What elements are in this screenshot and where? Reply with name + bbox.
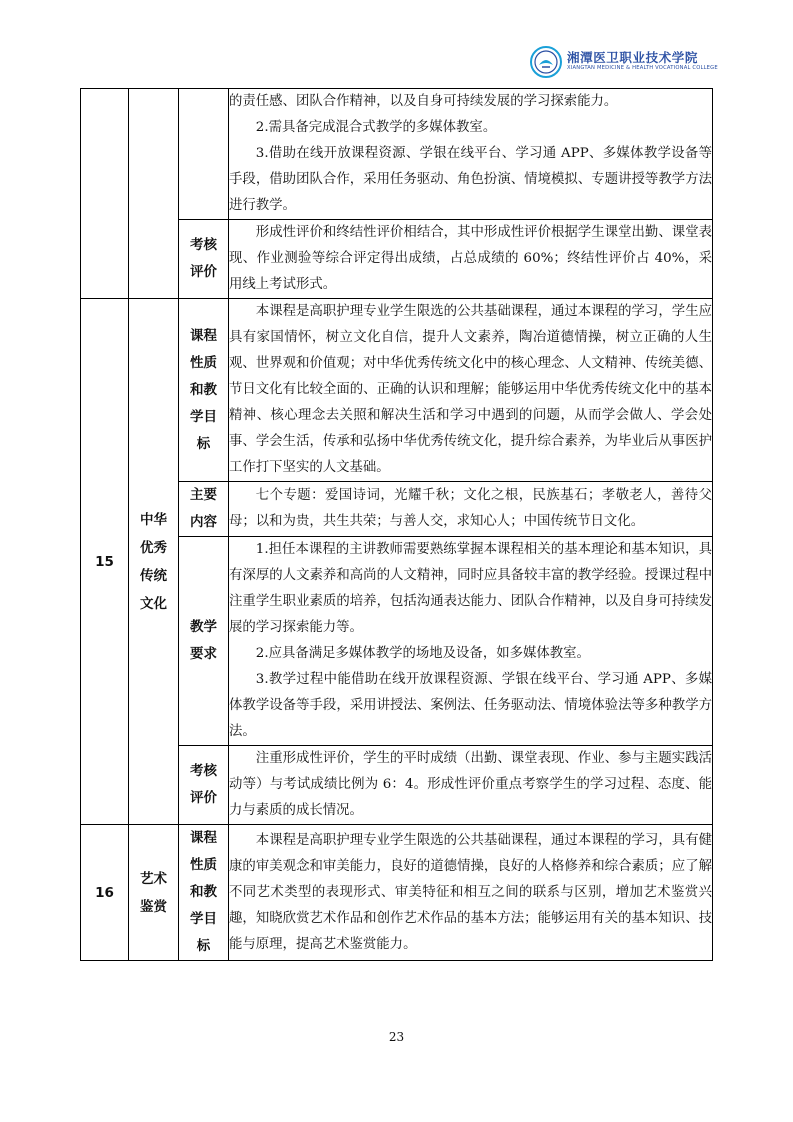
label-cell-empty bbox=[179, 89, 229, 220]
requirements-text: 1.担任本课程的主讲教师需要熟练掌握本课程相关的基本理论和基本知识，具有深厚的人文素养和高尚的人文精神，同时应具备较丰富的教学经验。授课过程中注重学生职业素质的培养，包括沟通表达能力、团队合作精神，以及自身可持续发展的学习探索能力等。 2.应具备满足多媒体教学的场地及设备，如多媒体教室。 3.教学过程中能借助在线开放课程资源、学银在线平台、学习通 APP、多媒体教学设备等手段，采用讲授法、案例法、任务驱动法、情境体验法等多种教学方法。 bbox=[229, 537, 713, 746]
curriculum-table bbox=[80, 88, 713, 961]
college-logo bbox=[530, 46, 720, 78]
page-number: 23 bbox=[388, 1030, 405, 1044]
assessment-label: 考核评价 bbox=[179, 220, 229, 299]
logo-subtext: XIANGTAN MEDICINE & HEALTH VOCATIONAL COLLEGE bbox=[567, 65, 718, 71]
assessment-text: 注重形成性评价，学生的平时成绩（出勤、课堂表现、作业、参与主题实践活动等）与考试成绩比例为 6：4。形成性评价重点考察学生的学习过程、态度、能力与素质的成长情况。 bbox=[229, 746, 713, 825]
objectives-text: 本课程是高职护理专业学生限选的公共基础课程，通过本课程的学习，具有健康的审美观念和审美能力，良好的道德情操，良好的人格修养和综合素质；应了解不同艺术类型的表现形式、审美特征和相互之间的联系与区别，增加艺术鉴赏兴趣，知晓欣赏艺术作品和创作艺术作品的基本方法；能够运用有关的基本知识、技能与原理，提高艺术鉴赏能力。 bbox=[229, 825, 713, 961]
table-row bbox=[81, 299, 713, 482]
table-row bbox=[81, 825, 713, 961]
assessment-text: 形成性评价和终结性评价相结合，其中形成性评价根据学生课堂出勤、课堂表现、作业测验等综合评定得出成绩，占总成绩的 60%；终结性评价占 40%，采用线上考试形式。 bbox=[229, 220, 713, 299]
objectives-label: 课程性质和教学目标 bbox=[179, 299, 229, 482]
objectives-label: 课程性质和教学目标 bbox=[179, 825, 229, 961]
content-label: 主要内容 bbox=[179, 482, 229, 537]
requirements-label: 教学要求 bbox=[179, 537, 229, 746]
course-name: 中华优秀传统文化 bbox=[129, 299, 179, 825]
table-row bbox=[81, 89, 713, 220]
teaching-requirements-continued: 的责任感、团队合作精神，以及自身可持续发展的学习探索能力。 2.需具备完成混合式教学的多媒体教室。 3.借助在线开放课程资源、学银在线平台、学习通 APP、多媒体教学设备等手段，借助团队合作，采用任务驱动、角色扮演、情境模拟、专题讲授等教学方法进行教学。 bbox=[229, 89, 713, 220]
logo-text: 湘潭医卫职业技术学院 bbox=[567, 50, 699, 65]
content-text: 七个专题：爱国诗词，光耀千秋；文化之根，民族基石；孝敬老人，善待父母；以和为贵，共生共荣；与善人交，求知心人；中国传统节日文化。 bbox=[229, 482, 713, 537]
course-name-cell-empty bbox=[129, 89, 179, 299]
assessment-label: 考核评价 bbox=[179, 746, 229, 825]
objectives-text: 本课程是高职护理专业学生限选的公共基础课程，通过本课程的学习，学生应具有家国情怀，树立文化自信，提升人文素养，陶冶道德情操，树立正确的人生观、世界观和价值观；对中华优秀传统文化中的核心理念、人文精神、传统美德、节日文化有比较全面的、正确的认识和理解；能够运用中华优秀传统文化中的基本精神、核心理念去关照和解决生活和学习中遇到的问题，从而学会做人、学会处事、学会生活，传承和弘扬中华优秀传统文化，提升综合素养，为毕业后从事医护工作打下坚实的人文基础。 bbox=[229, 299, 713, 482]
college-emblem-icon bbox=[530, 46, 562, 78]
number-cell-empty bbox=[81, 89, 129, 299]
course-number: 15 bbox=[81, 299, 129, 825]
course-number: 16 bbox=[81, 825, 129, 961]
course-name: 艺术鉴赏 bbox=[129, 825, 179, 961]
